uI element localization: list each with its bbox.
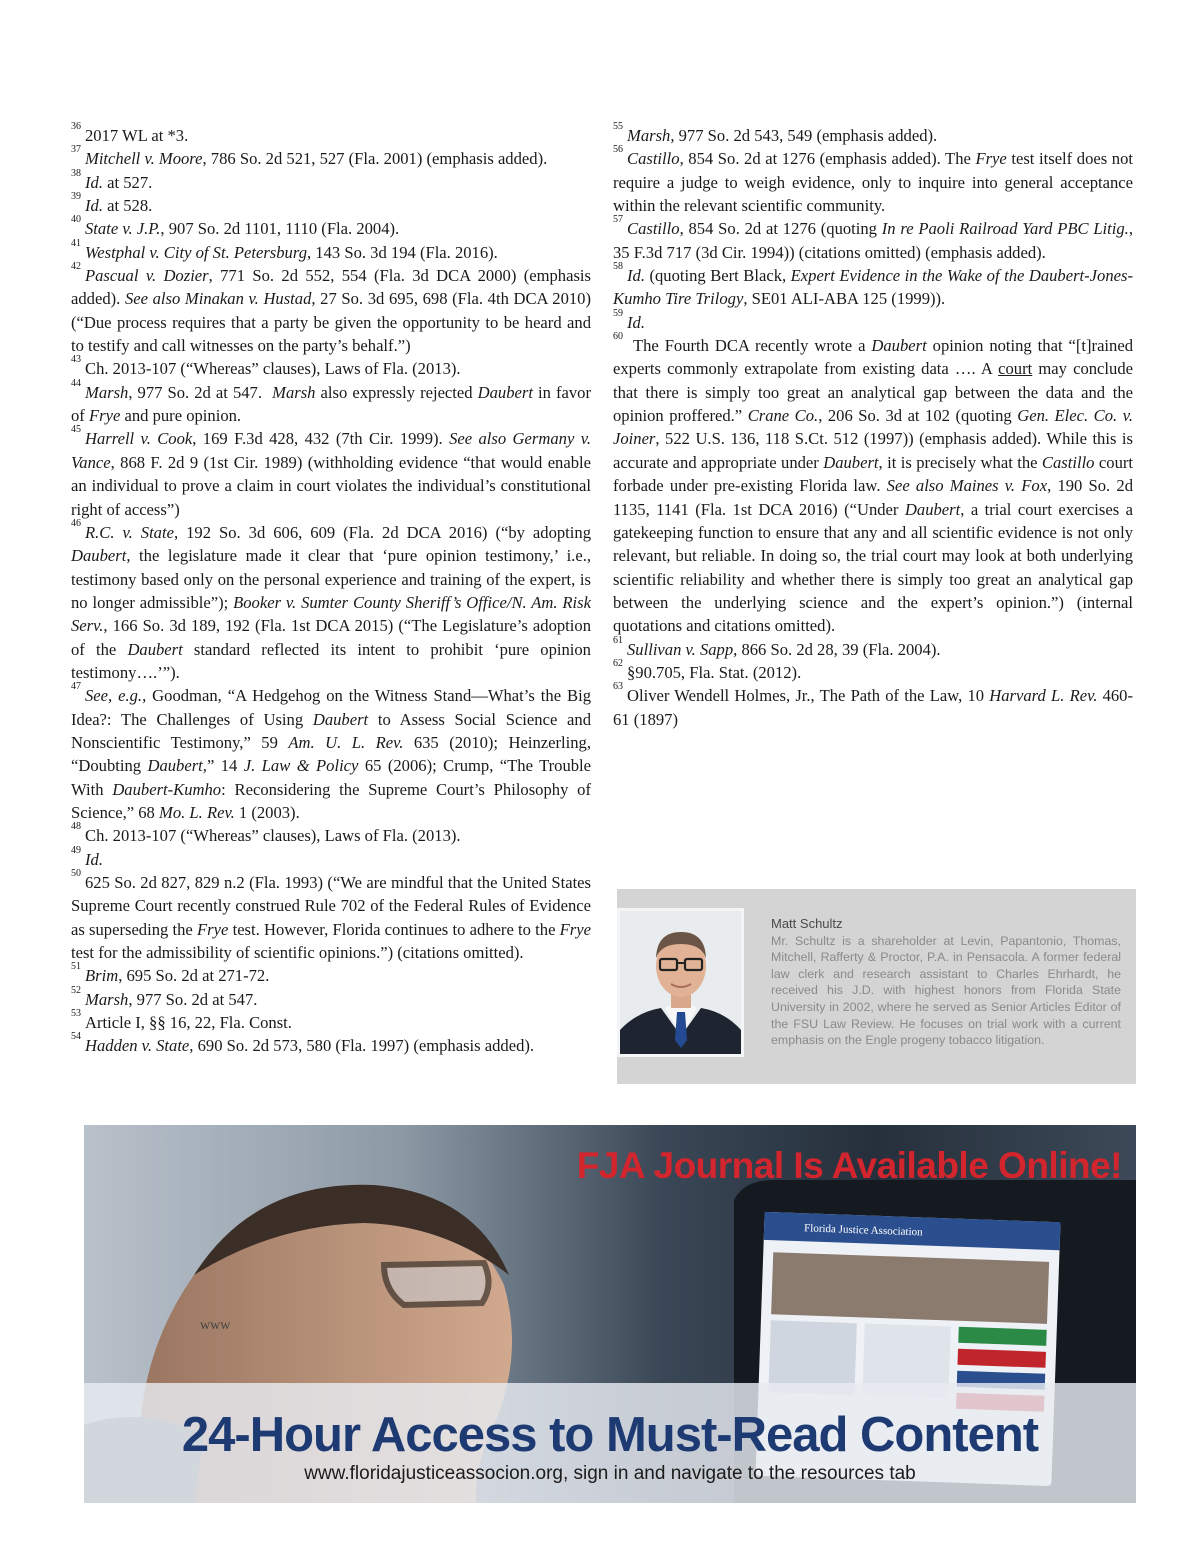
footnote-text: Harrell v. Cook, 169 F.3d 428, 432 (7th Cir. 1999). See also Germany v. Vance, 868 F. 2d 9 (1st Cir. 1989) (withholding evidence “that would enable an individual to prove a claim in court violates the individual’s constitutional right of access”) <box>71 429 591 519</box>
footnote-48 <box>71 821 591 847</box>
footnote-58 <box>613 261 1133 311</box>
footnote-text: Marsh, 977 So. 2d at 547. Marsh also expressly rejected Daubert in favor of Frye and pure opinion. <box>71 382 591 426</box>
footnote-number: 51 <box>71 961 81 973</box>
author-photo <box>617 908 744 1057</box>
footnote-number: 39 <box>71 191 81 203</box>
footnote-text: State v. J.P., 907 So. 2d 1101, 1110 (Fla. 2004). <box>85 219 400 239</box>
footnote-63 <box>613 681 1133 731</box>
footnote-number: 59 <box>613 307 623 319</box>
footnote-51 <box>71 961 591 987</box>
footnotes-right-column <box>613 121 1134 731</box>
footnote-number: 54 <box>71 1031 81 1043</box>
footnote-number: 53 <box>71 1008 81 1020</box>
footnote-text: Id. at 527. <box>85 172 153 192</box>
footnote-text: R.C. v. State, 192 So. 3d 606, 609 (Fla. 2d DCA 2016) (“by adopting Daubert, the legislature made it clear that ‘pure opinion testimony,’ i.e., testimony based only on the personal experience and training of the expert, is no longer admissible”); Booker v. Sumter County Sheriff’s Office/N. Am. Risk Serv., 166 So. 3d 189, 192 (Fla. 1st DCA 2015) (“The Legislature’s adoption of the Daubert standard reflected its intent to prohibit ‘pure opinion testimony….’”). <box>71 522 591 682</box>
footnote-text: The Fourth DCA recently wrote a Daubert opinion noting that “[t]rained experts commonly extrapolate from existing data …. A court may conclude that there is simply too great an analytical gap between the data and the opinion proffered.” Crane Co., 206 So. 3d at 102 (quoting Gen. Elec. Co. v. Joiner, 522 U.S. 136, 118 S.Ct. 512 (1997)) (emphasis added). While this is accurate and appropriate under Daubert, it is precisely what the Castillo court forbade under pre-existing Florida law. See also Maines v. Fox, 190 So. 2d 1135, 1141 (Fla. 1st DCA 2016) (“Under Daubert, a trial court exercises a gatekeeping function to ensure that any and all scientific evidence is not only relevant, but reliable. In doing so, the trial court may look at both underlying scientific reliability and whether there is simply too great an analytical gap between the underlying science and the expert’s opinion.”) (internal quotations and citations omitted). <box>613 336 1134 636</box>
footnote-text: Id. at 528. <box>85 196 153 216</box>
footnote-38 <box>71 167 591 194</box>
footnote-46 <box>71 517 591 684</box>
footnote-text: Pascual v. Dozier, 771 So. 2d 552, 554 (Fla. 3d DCA 2000) (emphasis added). See also Minakan v. Hustad, 27 So. 3d 695, 698 (Fla. 4th DCA 2010) (“Due process requires that a party be given the opportunity to be heard and to testify and call witnesses on the party’s behalf.”) <box>71 266 591 356</box>
footnote-number: 38 <box>71 167 81 179</box>
footnote-number: 43 <box>71 354 81 366</box>
footnote-text: Marsh, 977 So. 2d 543, 549 (emphasis added). <box>627 126 938 145</box>
footnote-text: Id. <box>627 312 645 332</box>
footnote-text: Hadden v. State, 690 So. 2d 573, 580 (Fla. 1997) (emphasis added). <box>85 1036 535 1056</box>
footnote-41 <box>71 237 591 264</box>
footnote-39 <box>71 191 591 217</box>
footnote-number: 49 <box>71 844 81 856</box>
footnote-text: Article I, §§ 16, 22, Fla. Const. <box>85 1013 292 1033</box>
footnote-number: 45 <box>71 424 81 436</box>
footnote-52 <box>71 984 591 1011</box>
author-bio: Mr. Schultz is a shareholder at Levin, Papantonio, Thomas, Mitchell, Rafferty & Proctor, P.A. in Pensacola. A former federal law clerk and research assistant to Charles Ehrhardt, he received his J.D. with highest honors from Florida State University in 2002, where he served as Senior Articles Editor of the FSU Law Review. He focuses on trial work with a current emphasis on the Engle progeny tobacco litigation. <box>771 933 1121 1048</box>
footnote-number: 56 <box>613 144 623 156</box>
footnote-text: Mitchell v. Moore, 786 So. 2d 521, 527 (Fla. 2001) (emphasis added). <box>85 149 548 169</box>
footnote-text: Castillo, 854 So. 2d at 1276 (quoting In re Paoli Railroad Yard PBC Litig., 35 F.3d 717 (3d Cir. 1994)) (citations omitted) (emphasis added). <box>613 219 1133 262</box>
footnote-number: 52 <box>71 984 81 996</box>
footnote-43 <box>71 354 591 380</box>
footnote-number: 55 <box>613 121 623 132</box>
footnote-number: 62 <box>613 657 623 669</box>
footnote-text: Id. (quoting Bert Black, Expert Evidence in the Wake of the Daubert-Jones-Kumho Tire Trilogy, SE01 ALI-ABA 125 (1999)). <box>613 266 1133 309</box>
footnote-text: Ch. 2013-107 (“Whereas” clauses), Laws of Fla. (2013). <box>85 359 461 379</box>
footnote-number: 60 <box>613 331 623 343</box>
footnote-44 <box>71 377 591 428</box>
footnote-text: Ch. 2013-107 (“Whereas” clauses), Laws of Fla. (2013). <box>85 826 461 846</box>
ad-url-text: www.floridajusticeassocion.org, sign in and navigate to the resources tab <box>304 1463 916 1484</box>
footnote-number: 40 <box>71 214 81 226</box>
footnote-45 <box>71 424 591 520</box>
footnote-text: Brim, 695 So. 2d at 271-72. <box>85 966 270 986</box>
footnote-number: 41 <box>71 237 81 249</box>
footnote-47 <box>71 681 592 824</box>
footnote-40 <box>71 214 591 240</box>
footnote-text: Castillo, 854 So. 2d at 1276 (emphasis added). The Frye test itself does not require a judge to weigh evidence, only to inquire into general acceptance within the relevant scientific community. <box>613 149 1133 216</box>
fja-journal-advertisement <box>84 1125 1136 1503</box>
footnote-50 <box>71 868 591 964</box>
ad-tagline: 24-Hour Access to Must-Read Content <box>181 1408 1039 1462</box>
footnote-60 <box>613 331 1134 637</box>
ad-www-text: www <box>200 1318 231 1333</box>
footnote-number: 46 <box>71 517 81 529</box>
footnote-text: See, e.g., Goodman, “A Hedgehog on the Witness Stand—What’s the Big Idea?: The Challenges of Using Daubert to Assess Social Science and Nonscientific Testimony,” 59 Am. U. L. Rev. 635 (2010); Heinzerling, “Doubting Daubert,” 14 J. Law & Policy 65 (2006); Crump, “The Trouble With Daubert-Kumho: Reconsidering the Supreme Court’s Philosophy of Science,” 68 Mo. L. Rev. 1 (2003). <box>71 686 592 822</box>
footnote-number: 48 <box>71 821 81 833</box>
footnote-number: 42 <box>71 261 81 273</box>
footnote-number: 63 <box>613 681 623 693</box>
footnote-number: 58 <box>613 261 623 273</box>
footnote-text: 2017 WL at *3. <box>85 126 189 145</box>
author-bio-text <box>771 916 1121 1049</box>
footnotes-left-column <box>71 121 592 1058</box>
author-portrait-image <box>617 908 744 1057</box>
author-name: Matt Schultz <box>771 916 843 931</box>
footnote-56 <box>613 144 1133 217</box>
footnote-text: Sullivan v. Sapp, 866 So. 2d 28, 39 (Fla. 2004). <box>627 639 941 659</box>
footnote-number: 37 <box>71 144 81 156</box>
footnote-text: Marsh, 977 So. 2d at 547. <box>85 989 258 1009</box>
ad-screen-title: Florida Justice Association <box>803 1222 923 1239</box>
footnote-59 <box>613 307 1133 334</box>
footnote-text: 625 So. 2d 827, 829 n.2 (Fla. 1993) (“We are mindful that the United States Supreme Court recently construed Rule 702 of the Federal Rules of Evidence as superseding the Frye test. However, Florida continues to adhere to the Frye test for the admissibility of scientific opinions.”) (citations omitted). <box>71 873 591 963</box>
footnote-number: 61 <box>613 634 623 646</box>
footnote-37 <box>71 144 591 170</box>
footnote-number: 47 <box>71 681 81 693</box>
footnote-36 <box>71 121 591 147</box>
footnote-text: §90.705, Fla. Stat. (2012). <box>627 662 802 682</box>
footnote-49 <box>71 844 591 871</box>
footnote-61 <box>613 634 1133 661</box>
ad-headline: FJA Journal Is Available Online! <box>576 1145 1122 1186</box>
footnote-57 <box>613 214 1133 264</box>
footnote-number: 36 <box>71 121 81 132</box>
footnote-text: Westphal v. City of St. Petersburg, 143 So. 3d 194 (Fla. 2016). <box>85 242 498 262</box>
footnote-number: 50 <box>71 868 81 879</box>
footnote-53 <box>71 1008 591 1034</box>
author-bio-box <box>617 889 1136 1084</box>
footnote-42 <box>71 261 591 357</box>
footnote-number: 44 <box>71 377 81 389</box>
footnote-text: Oliver Wendell Holmes, Jr., The Path of the Law, 10 Harvard L. Rev. 460-61 (1897) <box>613 686 1133 729</box>
footnote-number: 57 <box>613 214 623 226</box>
footnote-62 <box>613 657 1133 684</box>
footnote-54 <box>71 1031 591 1057</box>
footnote-55 <box>613 121 1133 147</box>
footnote-text: Id. <box>85 849 103 869</box>
